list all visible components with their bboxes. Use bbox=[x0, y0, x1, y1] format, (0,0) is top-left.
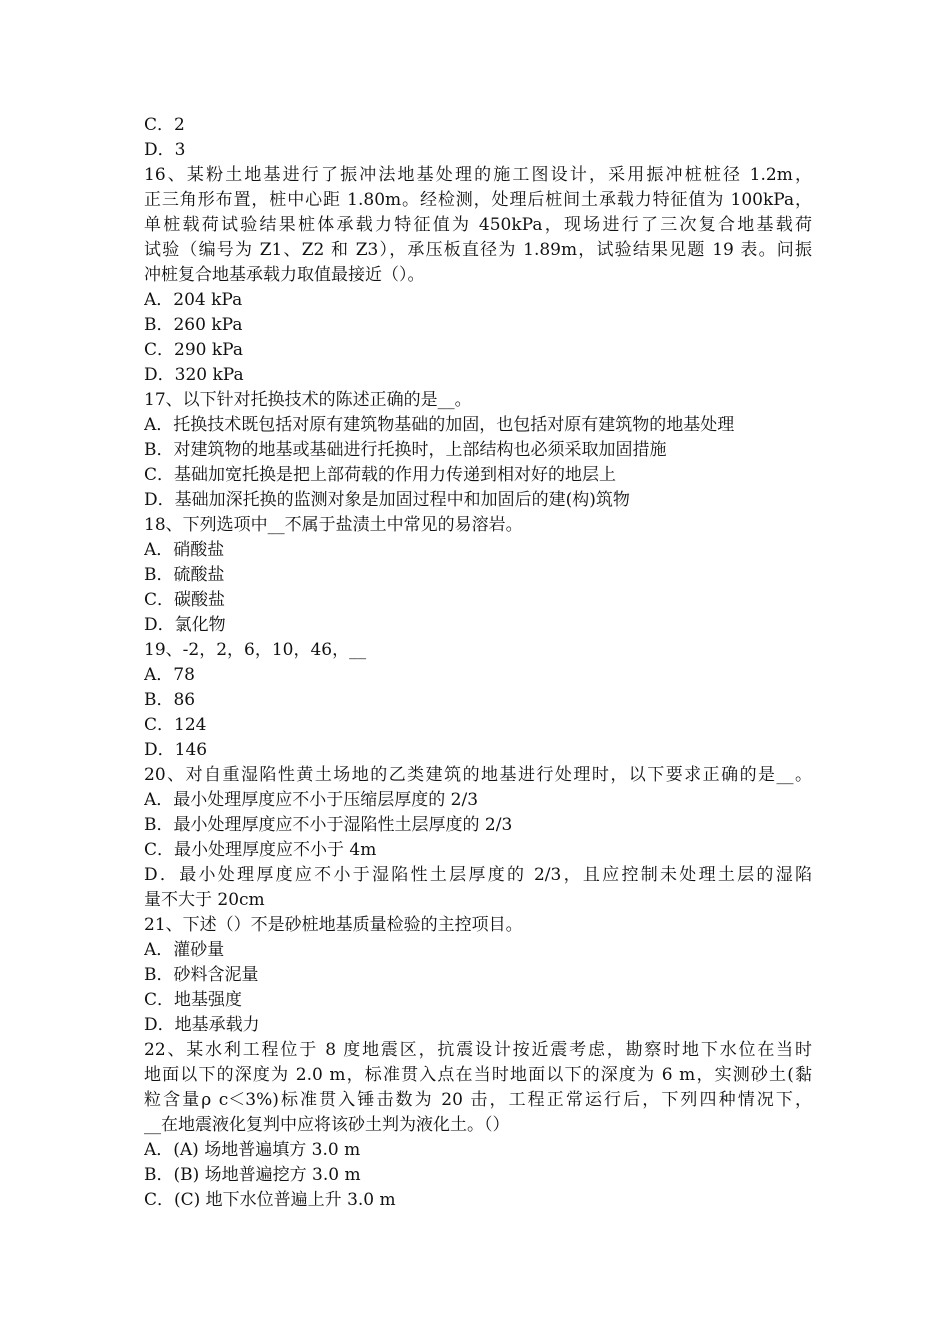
text-line: B．260 kPa bbox=[144, 315, 243, 335]
text-line: 正三角形布置，桩中心距 1.80m。经检测，处理后桩间土承载力特征值为 100kPa， bbox=[144, 190, 812, 210]
text-line: 22、某水利工程位于 8 度地震区，抗震设计按近震考虑，勘察时地下水位在当时 bbox=[144, 1040, 812, 1060]
text-line: C．碳酸盐 bbox=[144, 590, 226, 610]
text-line: D．氯化物 bbox=[144, 615, 226, 635]
text-line: 18、下列选项中__不属于盐渍土中常见的易溶岩。 bbox=[144, 515, 523, 535]
text-line: C．2 bbox=[144, 115, 185, 135]
text-line: A．204 kPa bbox=[144, 290, 243, 310]
text-line: C．基础加宽托换是把上部荷载的作用力传递到相对好的地层上 bbox=[144, 465, 617, 485]
text-line: C．(C) 地下水位普遍上升 3.0 m bbox=[144, 1190, 396, 1210]
text-line: C．290 kPa bbox=[144, 340, 243, 360]
text-line: 量不大于 20cm bbox=[144, 890, 265, 910]
text-line: 16、某粉土地基进行了振冲法地基处理的施工图设计，采用振冲桩桩径 1.2m， bbox=[144, 165, 812, 185]
text-line: 试验（编号为 Z1、Z2 和 Z3），承压板直径为 1.89m，试验结果见题 19 表。问振 bbox=[144, 240, 812, 260]
text-line: A．78 bbox=[144, 665, 195, 685]
text-line: A．托换技术既包括对原有建筑物基础的加固，也包括对原有建筑物的地基处理 bbox=[144, 415, 735, 435]
text-line: D．146 bbox=[144, 740, 208, 760]
text-line: B．86 bbox=[144, 690, 196, 710]
text-line: 19、-2，2，6，10，46，__ bbox=[144, 640, 367, 660]
text-line: D．最小处理厚度应不小于湿陷性土层厚度的 2/3，且应控制未处理土层的湿陷 bbox=[144, 865, 812, 885]
text-line: A．(A) 场地普遍填方 3.0 m bbox=[144, 1140, 361, 1160]
text-line: B．最小处理厚度应不小于湿陷性土层厚度的 2/3 bbox=[144, 815, 513, 835]
text-line: 单桩载荷试验结果桩体承载力特征值为 450kPa，现场进行了三次复合地基载荷 bbox=[144, 215, 812, 235]
text-line: D．地基承载力 bbox=[144, 1015, 260, 1035]
text-line: A．灌砂量 bbox=[144, 940, 225, 960]
text-line: C．124 bbox=[144, 715, 207, 735]
text-line: 20、对自重湿陷性黄土场地的乙类建筑的地基进行处理时，以下要求正确的是__。 bbox=[144, 765, 812, 785]
text-line: C．地基强度 bbox=[144, 990, 243, 1010]
text-line: D．基础加深托换的监测对象是加固过程中和加固后的建(构)筑物 bbox=[144, 490, 630, 510]
text-line: B．对建筑物的地基或基础进行托换时，上部结构也必须采取加固措施 bbox=[144, 440, 667, 460]
text-line: B．硫酸盐 bbox=[144, 565, 225, 585]
text-line: C．最小处理厚度应不小于 4m bbox=[144, 840, 377, 860]
text-line: 冲桩复合地基承载力取值最接近（）。 bbox=[144, 265, 425, 285]
text-line: D．3 bbox=[144, 140, 186, 160]
text-line: D．320 kPa bbox=[144, 365, 244, 385]
text-line: 粒含量ρ c＜3%)标准贯入锤击数为 20 击，工程正常运行后，下列四种情况下， bbox=[144, 1090, 812, 1110]
text-line: A．硝酸盐 bbox=[144, 540, 225, 560]
text-line: __在地震液化复判中应将该砂土判为液化土。（） bbox=[144, 1115, 510, 1135]
text-line: B．(B) 场地普遍挖方 3.0 m bbox=[144, 1165, 361, 1185]
text-line: B．砂料含泥量 bbox=[144, 965, 259, 985]
text-line: A．最小处理厚度应不小于压缩层厚度的 2/3 bbox=[144, 790, 479, 810]
text-line: 17、以下针对托换技术的陈述正确的是__。 bbox=[144, 390, 472, 410]
text-line: 地面以下的深度为 2.0 m，标准贯入点在当时地面以下的深度为 6 m，实测砂土(黏 bbox=[144, 1065, 812, 1085]
text-line: 21、下述（）不是砂桩地基质量检验的主控项目。 bbox=[144, 915, 523, 935]
document-page bbox=[144, 113, 812, 1213]
